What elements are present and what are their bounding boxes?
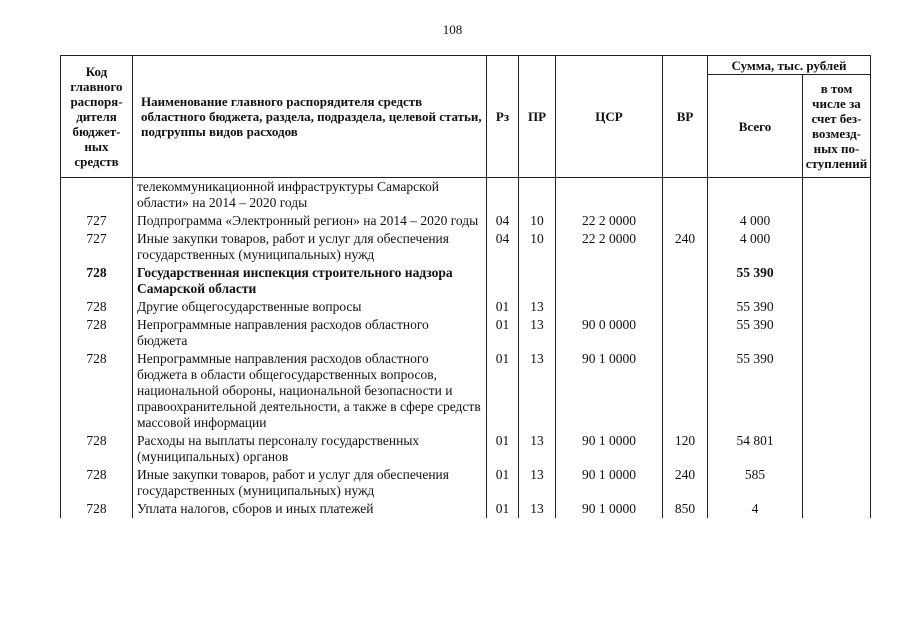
cell-csr: 90 1 0000 xyxy=(556,350,663,432)
cell-rz: 01 xyxy=(487,350,519,432)
cell-vr: 850 xyxy=(663,500,708,518)
table-row xyxy=(61,316,871,350)
cell-name: Уплата налогов, сборов и иных платежей xyxy=(133,500,487,518)
cell-name: Расходы на выплаты персоналу государственных (муниципальных) органов xyxy=(133,432,487,466)
cell-name: Другие общегосударственные вопросы xyxy=(133,298,487,316)
cell-name: Иные закупки товаров, работ и услуг для обеспечения государственных (муниципальных) нужд xyxy=(133,466,487,500)
cell-rz xyxy=(487,264,519,298)
cell-gratuitous xyxy=(803,298,871,316)
page-number: 108 xyxy=(442,22,463,37)
cell-code: 728 xyxy=(61,500,133,518)
cell-vr xyxy=(663,298,708,316)
cell-code: 728 xyxy=(61,466,133,500)
cell-csr: 22 2 0000 xyxy=(556,230,663,264)
cell-rz: 01 xyxy=(487,466,519,500)
cell-code: 728 xyxy=(61,298,133,316)
cell-gratuitous xyxy=(803,432,871,466)
cell-vr xyxy=(663,212,708,230)
table-row xyxy=(61,298,871,316)
cell-rz: 01 xyxy=(487,298,519,316)
header-sum: Сумма, тыс. рублей xyxy=(708,56,871,75)
cell-csr: 90 1 0000 xyxy=(556,500,663,518)
cell-csr: 90 0 0000 xyxy=(556,316,663,350)
budget-sheet xyxy=(60,55,870,518)
cell-total: 4 xyxy=(708,500,803,518)
table-row xyxy=(61,350,871,432)
cell-vr: 120 xyxy=(663,432,708,466)
cell-csr xyxy=(556,298,663,316)
cell-gratuitous xyxy=(803,466,871,500)
cell-rz: 01 xyxy=(487,500,519,518)
cell-pr: 13 xyxy=(519,432,556,466)
budget-table xyxy=(60,55,871,518)
cell-gratuitous xyxy=(803,350,871,432)
cell-total: 55 390 xyxy=(708,316,803,350)
cell-total xyxy=(708,178,803,213)
cell-pr: 13 xyxy=(519,316,556,350)
cell-rz xyxy=(487,178,519,213)
table-row xyxy=(61,230,871,264)
table-row xyxy=(61,212,871,230)
cell-pr: 10 xyxy=(519,212,556,230)
header-vr: ВР xyxy=(663,56,708,178)
cell-name: Непрограммные направления расходов областного бюджета xyxy=(133,316,487,350)
cell-total: 4 000 xyxy=(708,212,803,230)
header-rz: Рз xyxy=(487,56,519,178)
cell-gratuitous xyxy=(803,264,871,298)
cell-csr: 90 1 0000 xyxy=(556,432,663,466)
cell-code: 727 xyxy=(61,212,133,230)
cell-name: Государственная инспекция строительного надзора Самарской области xyxy=(133,264,487,298)
cell-total: 55 390 xyxy=(708,350,803,432)
cell-code: 728 xyxy=(61,350,133,432)
cell-gratuitous xyxy=(803,316,871,350)
cell-vr: 240 xyxy=(663,466,708,500)
cell-gratuitous xyxy=(803,500,871,518)
header-name: Наименование главного распорядителя средств областного бюджета, раздела, подраздела, целевой статьи, подгруппы видов расходов xyxy=(133,56,487,178)
cell-vr: 240 xyxy=(663,230,708,264)
cell-pr xyxy=(519,178,556,213)
table-row xyxy=(61,432,871,466)
cell-name: Непрограммные направления расходов областного бюджета в области общегосударственных вопросов, национальной обороны, национальной безопасности и правоохранительной деятельности, а также в сфере средств массовой информации xyxy=(133,350,487,432)
header-total: Всего xyxy=(708,75,803,178)
cell-total: 54 801 xyxy=(708,432,803,466)
cell-csr xyxy=(556,178,663,213)
header-csr: ЦСР xyxy=(556,56,663,178)
cell-code: 728 xyxy=(61,264,133,298)
cell-vr xyxy=(663,350,708,432)
cell-code: 728 xyxy=(61,316,133,350)
cell-code: 727 xyxy=(61,230,133,264)
cell-vr xyxy=(663,264,708,298)
cell-pr xyxy=(519,264,556,298)
cell-pr: 13 xyxy=(519,298,556,316)
cell-name: Подпрограмма «Электронный регион» на 2014 – 2020 годы xyxy=(133,212,487,230)
cell-csr: 22 2 0000 xyxy=(556,212,663,230)
table-row xyxy=(61,264,871,298)
cell-gratuitous xyxy=(803,178,871,213)
cell-csr xyxy=(556,264,663,298)
cell-vr xyxy=(663,178,708,213)
cell-pr: 13 xyxy=(519,350,556,432)
table-row xyxy=(61,178,871,213)
table-row xyxy=(61,466,871,500)
cell-total: 4 000 xyxy=(708,230,803,264)
cell-pr: 13 xyxy=(519,466,556,500)
cell-gratuitous xyxy=(803,230,871,264)
cell-rz: 04 xyxy=(487,230,519,264)
cell-total: 55 390 xyxy=(708,264,803,298)
cell-rz: 01 xyxy=(487,432,519,466)
cell-name: Иные закупки товаров, работ и услуг для обеспечения государственных (муниципальных) нужд xyxy=(133,230,487,264)
cell-vr xyxy=(663,316,708,350)
table-body xyxy=(61,178,871,519)
table-header-row xyxy=(61,56,871,75)
cell-rz: 04 xyxy=(487,212,519,230)
header-code: Код главного распоря-дителя бюджет-ных средств xyxy=(61,56,133,178)
header-pr: ПР xyxy=(519,56,556,178)
header-gratuitous: в том числе за счет без-возмезд-ных по-ступлений xyxy=(803,75,871,178)
cell-total: 55 390 xyxy=(708,298,803,316)
cell-total: 585 xyxy=(708,466,803,500)
cell-pr: 13 xyxy=(519,500,556,518)
cell-gratuitous xyxy=(803,212,871,230)
cell-pr: 10 xyxy=(519,230,556,264)
cell-code: 728 xyxy=(61,432,133,466)
cell-name: телекоммуникационной инфраструктуры Самарской области» на 2014 – 2020 годы xyxy=(133,178,487,213)
cell-rz: 01 xyxy=(487,316,519,350)
cell-code xyxy=(61,178,133,213)
cell-csr: 90 1 0000 xyxy=(556,466,663,500)
table-row xyxy=(61,500,871,518)
